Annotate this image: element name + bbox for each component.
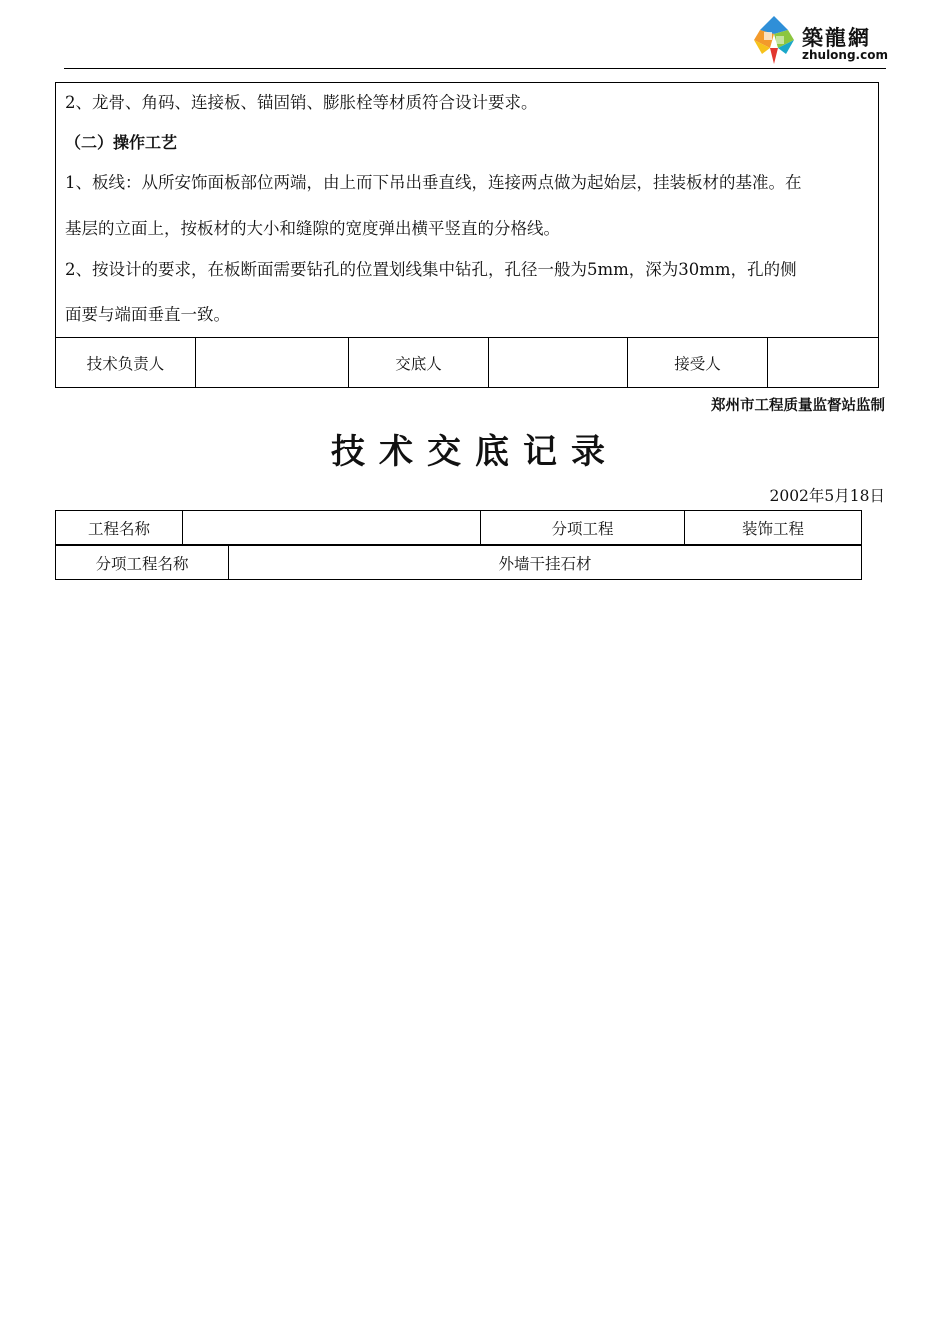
project-info-row-2: [55, 545, 862, 580]
record-date: 2002年5月18日: [769, 487, 885, 505]
signature-table: [55, 337, 879, 388]
discloser-field[interactable]: [489, 338, 628, 388]
logo-domain: zhulong.com: [802, 48, 888, 62]
material-requirement-line: 2、龙骨、角码、连接板、锚固销、膨胀栓等材质符合设计要求。: [65, 93, 538, 112]
paragraph-2-line-1: 2、按设计的要求，在板断面需要钻孔的位置划线集中钻孔，孔径一般为5mm，深为30mm，孔的侧: [65, 260, 797, 279]
tech-lead-label: 技术负责人: [56, 338, 196, 388]
tech-lead-field[interactable]: [196, 338, 349, 388]
project-name-field[interactable]: [183, 511, 481, 545]
project-info-row-1: [55, 510, 862, 545]
paragraph-1-line-2: 基层的立面上，按板材的大小和缝隙的宽度弹出横平竖直的分格线。: [65, 219, 560, 238]
paragraph-1-line-1: 1、板线：从所安饰面板部位两端，由上而下吊出垂直线，连接两点做为起始层，挂装板材的基准。在: [65, 173, 802, 192]
supervision-note: 郑州市工程质量监督站监制: [711, 398, 885, 414]
sub-project-name-label: 分项工程名称: [56, 546, 229, 580]
discloser-label: 交底人: [349, 338, 489, 388]
zhulong-logo-icon: [748, 14, 800, 66]
record-title: 技术交底记录: [331, 432, 619, 472]
receiver-field[interactable]: [768, 338, 879, 388]
receiver-label: 接受人: [628, 338, 768, 388]
paragraph-2-line-2: 面要与端面垂直一致。: [65, 305, 230, 324]
sub-project-label: 分项工程: [481, 511, 685, 545]
disclosure-content-box: [55, 82, 879, 337]
sub-project-name-value: 外墙干挂石材: [229, 546, 862, 580]
project-name-label: 工程名称: [56, 511, 183, 545]
header-rule: [64, 68, 886, 69]
logo-name: 築龍網: [802, 25, 871, 50]
section-title: （二）操作工艺: [65, 133, 178, 152]
sub-project-value: 装饰工程: [685, 511, 862, 545]
zhulong-logo: [748, 14, 888, 66]
